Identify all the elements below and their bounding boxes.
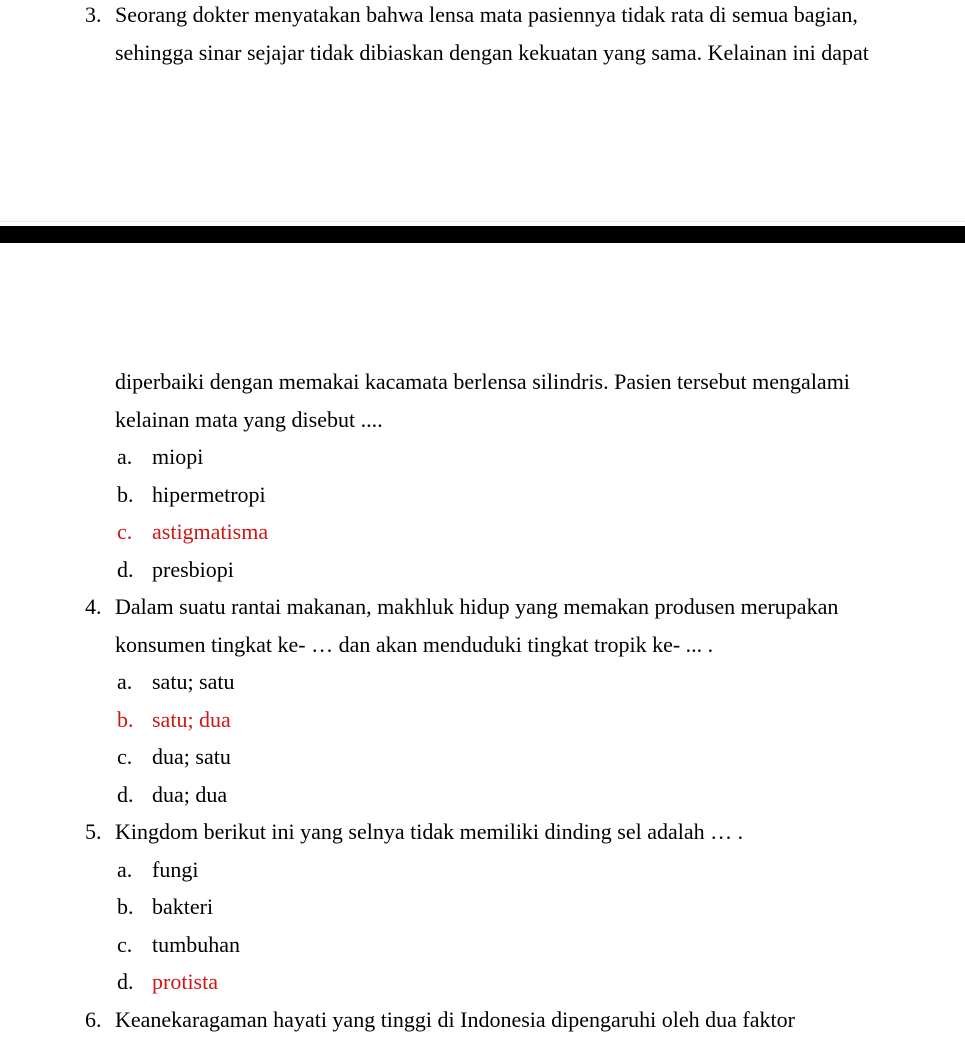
option-line <box>0 738 965 776</box>
option-line <box>0 438 965 476</box>
question-number: 6. <box>85 1001 115 1038</box>
option-letter: d. <box>117 963 152 1001</box>
question-number: 3. <box>85 0 115 34</box>
option-text: dua; satu <box>152 744 231 769</box>
option-letter: c. <box>117 926 152 964</box>
question-line-continuation <box>0 626 965 664</box>
option-letter: a. <box>117 663 152 701</box>
question-line-continuation <box>0 34 965 72</box>
option-text: astigmatisma <box>152 519 268 544</box>
option-line-answer <box>0 963 965 1001</box>
option-text: presbiopi <box>152 557 234 582</box>
question-text: Dalam suatu rantai makanan, makhluk hidup yang memakan produsen merupakan <box>115 594 838 619</box>
question-line-continuation <box>0 363 965 401</box>
option-line-answer <box>0 513 965 551</box>
question-text: diperbaiki dengan memakai kacamata berlensa silindris. Pasien tersebut mengalami <box>115 369 850 394</box>
option-line <box>0 476 965 514</box>
question-text: Seorang dokter menyatakan bahwa lensa mata pasiennya tidak rata di semua bagian, <box>115 2 858 27</box>
option-text: miopi <box>152 444 203 469</box>
option-text: satu; satu <box>152 669 235 694</box>
option-text: satu; dua <box>152 707 231 732</box>
option-letter: c. <box>117 513 152 551</box>
option-line <box>0 926 965 964</box>
option-letter: c. <box>117 738 152 776</box>
question-number: 4. <box>85 588 115 626</box>
page-break-bar <box>0 226 965 243</box>
option-line <box>0 551 965 589</box>
question-text: kelainan mata yang disebut .... <box>115 407 383 432</box>
option-letter: d. <box>117 776 152 814</box>
question-line-continuation <box>0 401 965 439</box>
option-letter: a. <box>117 851 152 889</box>
option-line <box>0 888 965 926</box>
option-line <box>0 663 965 701</box>
question-number: 5. <box>85 813 115 851</box>
option-letter: a. <box>117 438 152 476</box>
page1-question3-fragment <box>0 0 965 71</box>
option-letter: b. <box>117 888 152 926</box>
option-text: protista <box>152 969 218 994</box>
question-text: konsumen tingkat ke- … dan akan menduduki tingkat tropik ke- ... . <box>115 632 713 657</box>
page2-content <box>0 363 965 1038</box>
question-line-clipped <box>0 1001 965 1038</box>
page-bottom-edge <box>0 221 965 222</box>
option-text: hipermetropi <box>152 482 266 507</box>
option-text: dua; dua <box>152 782 227 807</box>
question-line <box>0 588 965 626</box>
option-letter: b. <box>117 701 152 739</box>
option-line <box>0 776 965 814</box>
question-text: Kingdom berikut ini yang selnya tidak memiliki dinding sel adalah … . <box>115 819 743 844</box>
question-line <box>0 813 965 851</box>
option-letter: b. <box>117 476 152 514</box>
question-text: Keanekaragaman hayati yang tinggi di Indonesia dipengaruhi oleh dua faktor <box>115 1007 795 1032</box>
option-text: bakteri <box>152 894 213 919</box>
option-text: fungi <box>152 857 198 882</box>
question-text: sehingga sinar sejajar tidak dibiaskan dengan kekuatan yang sama. Kelainan ini dapat <box>115 40 869 65</box>
option-line <box>0 851 965 889</box>
option-letter: d. <box>117 551 152 589</box>
question-line <box>0 0 965 34</box>
option-text: tumbuhan <box>152 932 240 957</box>
option-line-answer <box>0 701 965 739</box>
